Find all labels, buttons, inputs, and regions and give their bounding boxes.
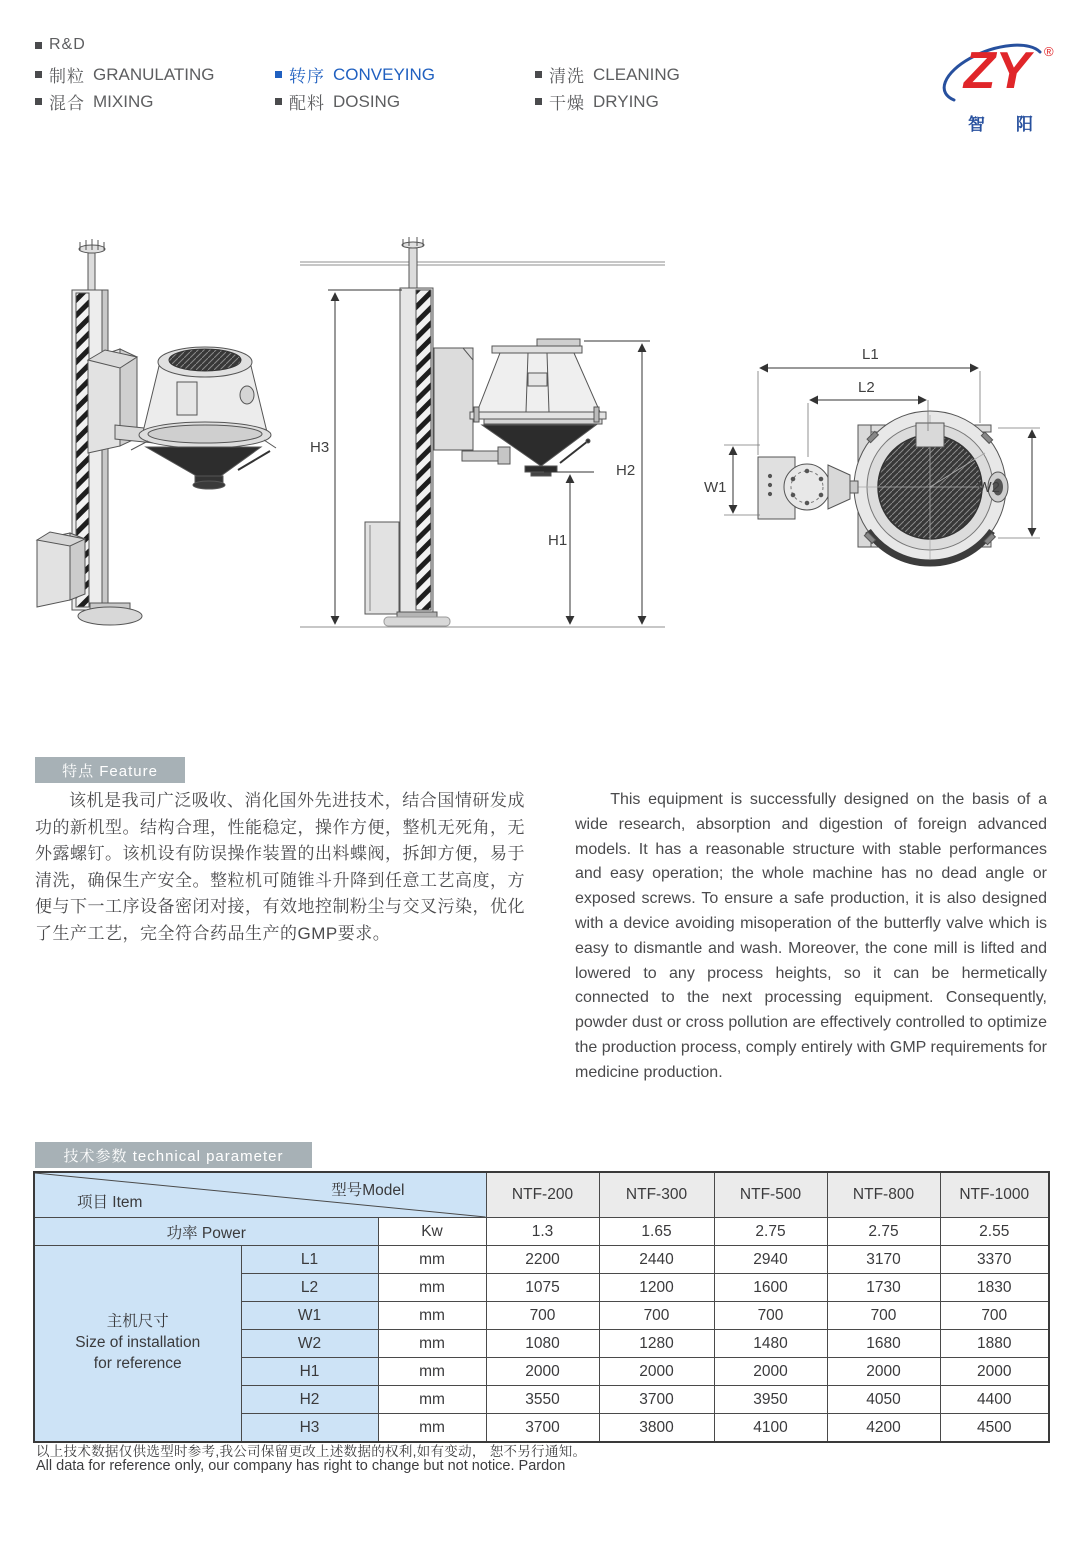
param-value-cell: 2000 [599,1358,714,1386]
size-group-en1: Size of installation [75,1334,201,1352]
param-value-cell: 2940 [714,1246,827,1274]
bullet-icon [535,71,542,78]
model-header-cell: NTF-800 [827,1172,940,1218]
dim-label-h2: H2 [616,462,636,479]
param-value-cell: 1600 [714,1274,827,1302]
param-value-cell: 1880 [940,1330,1049,1358]
param-value-cell: 2000 [940,1358,1049,1386]
param-unit-cell: mm [378,1386,486,1414]
menu-label-zh: 转序 [289,67,325,86]
menu-label-zh: 配料 [289,94,325,113]
bullet-icon [275,71,282,78]
param-label-cell: H1 [241,1358,378,1386]
menu-item-mixing [35,89,153,114]
param-value-cell: 1.65 [599,1218,714,1246]
param-value-cell: 2000 [486,1358,599,1386]
param-unit-cell: Kw [378,1218,486,1246]
bullet-icon [275,98,282,105]
dim-label-l1: L1 [862,346,879,363]
model-header-cell: NTF-500 [714,1172,827,1218]
param-value-cell: 2440 [599,1246,714,1274]
menu-label-en: DOSING [333,91,401,111]
bullet-icon [35,42,42,49]
param-value-cell: 4200 [827,1414,940,1443]
dim-label-w1: W1 [704,479,727,496]
ceiling-line [300,262,665,265]
param-unit-cell: mm [378,1414,486,1443]
bullet-icon [35,98,42,105]
bullet-icon [535,98,542,105]
param-label-cell: H3 [241,1414,378,1443]
dimension-w1 [724,445,760,515]
tech-params-table [33,1171,1048,1443]
param-label-cell: 功率 Power [34,1218,378,1246]
dim-label-h3: H3 [310,439,330,456]
dim-label-w2: W2 [977,479,1000,496]
dim-label-h1: H1 [548,532,568,549]
model-header-cell: NTF-300 [599,1172,714,1218]
param-value-cell: 700 [599,1302,714,1330]
param-value-cell: 2000 [714,1358,827,1386]
param-unit-cell: mm [378,1274,486,1302]
param-value-cell: 3800 [599,1414,714,1443]
param-value-cell: 2000 [827,1358,940,1386]
menu-label-en: CONVEYING [333,64,436,84]
param-value-cell: 1280 [599,1330,714,1358]
param-value-cell: 3170 [827,1246,940,1274]
feature-text-zh: 该机是我司广泛吸收、消化国外先进技术，结合国情研发成功的新机型。结构合理，性能稳定，操作方便，整机无死角，无外露螺钉。该机设有防误操作装置的出料蝶阀，拆卸方便，易于清洗，确保生产安全。整粒机可随锥斗升降到任意工艺高度，方便与下一工序设备密闭对接，有效地控制粉尘与交叉污染，优化了生产工艺，完全符合药品生产的GMP要求。 [35,791,525,943]
menu-label: R&D [49,36,86,53]
param-value-cell: 3700 [486,1414,599,1443]
drawing-top-view [700,335,1065,580]
table-corner-cell [34,1172,486,1218]
iso-cone-hopper [131,347,276,489]
menu-label-en: CLEANING [593,64,680,84]
drawing-isometric-view [28,220,320,645]
registered-mark-icon: ® [1044,44,1054,59]
param-label-cell: H2 [241,1386,378,1414]
param-unit-cell: mm [378,1358,486,1386]
size-group-zh: 主机尺寸 [106,1313,169,1331]
menu-item-drying [535,89,659,114]
tech-params-badge: 技术参数 technical parameter [35,1142,312,1168]
menu-item-dosing [275,89,400,114]
menu-label-zh: 干燥 [549,94,585,113]
company-logo [940,30,1060,140]
param-value-cell: 1200 [599,1274,714,1302]
param-label-cell: L2 [241,1274,378,1302]
param-value-cell: 1.3 [486,1218,599,1246]
menu-item-conveying-active [275,62,435,87]
menu-item-cleaning [535,62,680,87]
feature-section-badge: 特点 Feature [35,757,185,783]
model-header-cell: NTF-1000 [940,1172,1049,1218]
corner-label-model: 型号Model [331,1182,405,1199]
menu-item-granulating [35,62,215,87]
menu-label-zh: 清洗 [549,67,585,86]
size-group-en2: for reference [93,1354,182,1372]
drawing-side-view [298,235,668,645]
param-value-cell: 1480 [714,1330,827,1358]
footnote-en: All data for reference only, our company has right to change but not notice. Pardon [36,1458,566,1474]
param-value-cell: 2.75 [714,1218,827,1246]
param-value-cell: 2.75 [827,1218,940,1246]
footnote-zh: 以上技术数据仅供选型时参考,我公司保留更改上述数据的权利,如有变动， 恕不另行通知。 [36,1444,587,1459]
param-unit-cell: mm [378,1302,486,1330]
top-column-mechanism [758,457,858,519]
param-unit-cell: mm [378,1330,486,1358]
param-value-cell: 3700 [599,1386,714,1414]
param-value-cell: 700 [714,1302,827,1330]
menu-label-zh: 混合 [49,94,85,113]
corner-label-item: 项目 Item [77,1194,143,1211]
param-value-cell: 1830 [940,1274,1049,1302]
param-label-cell: L1 [241,1246,378,1274]
param-value-cell: 3370 [940,1246,1049,1274]
param-value-cell: 700 [827,1302,940,1330]
param-value-cell: 700 [486,1302,599,1330]
logo-sub-left: 智 [968,115,985,134]
bullet-icon [35,71,42,78]
param-value-cell: 700 [940,1302,1049,1330]
param-value-cell: 4050 [827,1386,940,1414]
menu-label-en: DRYING [593,91,659,111]
param-value-cell: 4500 [940,1414,1049,1443]
model-header-cell: NTF-200 [486,1172,599,1218]
param-unit-cell: mm [378,1246,486,1274]
dim-label-l2: L2 [858,379,875,396]
menu-label-en: GRANULATING [93,64,215,84]
param-value-cell: 3550 [486,1386,599,1414]
param-value-cell: 1075 [486,1274,599,1302]
param-label-cell: W1 [241,1302,378,1330]
param-value-cell: 4100 [714,1414,827,1443]
param-value-cell: 2200 [486,1246,599,1274]
param-value-cell: 1730 [827,1274,940,1302]
dimension-h2 [584,341,650,624]
side-lift-column [365,237,510,626]
logo-text: ZY [963,42,1031,100]
size-group-cell [34,1246,241,1443]
menu-label-zh: 制粒 [49,67,85,86]
param-value-cell: 3950 [714,1386,827,1414]
menu-item-rd [35,36,94,54]
feature-text-en: This equipment is successfully designed on the basis of a wide research, absorption and digestion of foreign advanced models. It has a reasonable structure with stable performances and easy operation; the whole machine has no dead angle or exposed screws. To ensure a safe production, it is also designed with a device avoiding misoperation of the butterfly valve which is easy to dismantle and wash. Moreover, the cone mill is lifted and lowered to any process heights, so it can be hermetically connected to the next processing equipment. Consequently, powder dust or cross pollution are effectively controlled to optimize the production process, comply entirely with GMP requirements for medicine production. [575,791,1047,1081]
logo-sub-right: 阳 [1016,115,1033,134]
param-value-cell: 4400 [940,1386,1049,1414]
menu-label-en: MIXING [93,91,154,111]
param-value-cell: 1080 [486,1330,599,1358]
iso-lower-box [37,532,85,607]
param-value-cell: 2.55 [940,1218,1049,1246]
param-label-cell: W2 [241,1330,378,1358]
param-value-cell: 1680 [827,1330,940,1358]
